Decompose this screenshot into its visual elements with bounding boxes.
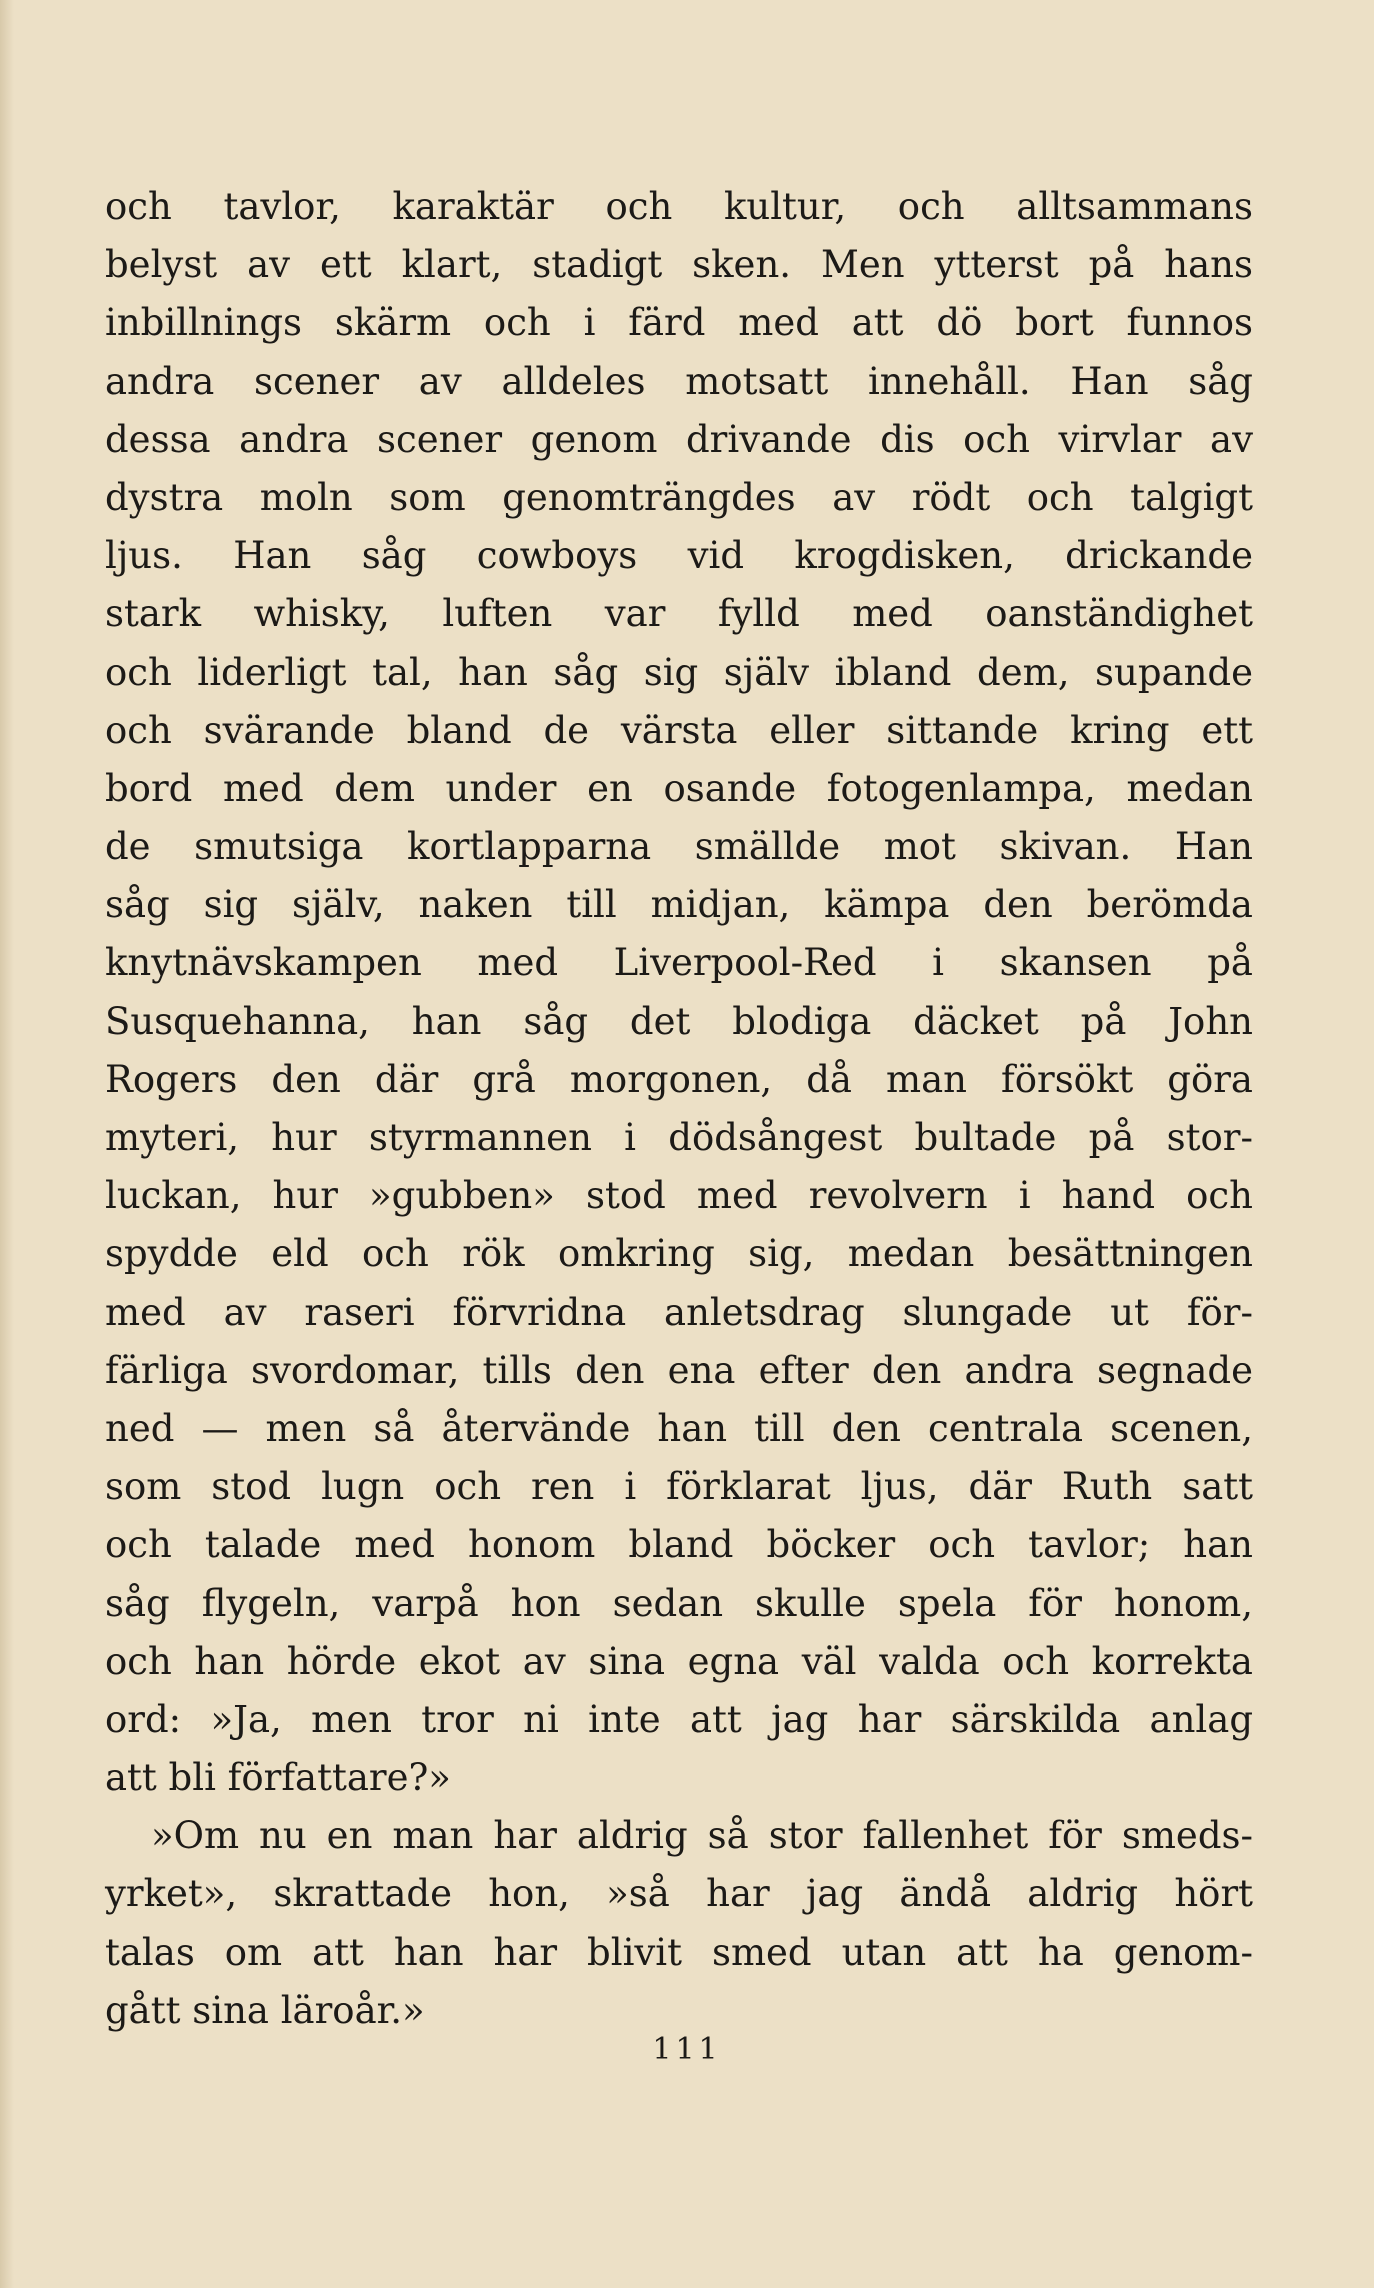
text-line: som stod lugn och ren i förklarat ljus, där Ruth satt — [105, 1465, 1253, 1509]
text-line: Susquehanna, han såg det blodiga däcket på John — [105, 999, 1253, 1043]
text-line: bord med dem under en osande fotogenlampa, medan — [105, 766, 1253, 810]
text-line: myteri, hur styrmannen i dödsångest bultade på stor- — [105, 1116, 1253, 1159]
text-line: och svärande bland de värsta eller sittande kring ett — [105, 708, 1253, 752]
text-line: och tavlor, karaktär och kultur, och alltsammans — [105, 185, 1253, 228]
text-line: såg flygeln, varpå hon sedan skulle spela för honom, — [105, 1581, 1253, 1625]
page-number: 111 — [652, 2032, 722, 2067]
text-line: och han hörde ekot av sina egna väl valda och korrekta — [105, 1639, 1253, 1683]
text-line: och talade med honom bland böcker och tavlor; han — [105, 1523, 1253, 1567]
text-line: färliga svordomar, tills den ena efter den andra segnade — [105, 1348, 1253, 1392]
paragraph-1 — [105, 178, 1253, 1807]
text-line: såg sig själv, naken till midjan, kämpa den berömda — [105, 883, 1253, 927]
text-line: luckan, hur »gubben» stod med revolvern i hand och — [105, 1174, 1253, 1218]
text-line: belyst av ett klart, stadigt sken. Men ytterst på hans — [105, 243, 1253, 287]
text-line: inbillnings skärm och i färd med att dö bort funnos — [105, 301, 1253, 345]
text-line: ned — men så återvände han till den centrala scenen, — [105, 1406, 1253, 1450]
text-line: stark whisky, luften var fylld med oanständighet — [105, 592, 1253, 636]
text-line: talas om att han har blivit smed utan att ha genom- — [105, 1930, 1253, 1974]
page-edge — [0, 0, 14, 2288]
text-line: andra scener av alldeles motsatt innehåll. Han såg — [105, 359, 1253, 403]
text-line: dessa andra scener genom drivande dis och virvlar av — [105, 417, 1253, 461]
text-line: »Om nu en man har aldrig så stor fallenhet för smeds- — [151, 1814, 1253, 1858]
text-line: att bli författare?» — [105, 1756, 451, 1800]
text-line: gått sina läroår.» — [105, 1988, 425, 2032]
text-line: och liderligt tal, han såg sig själv ibland dem, supande — [105, 650, 1253, 694]
paragraph-2 — [105, 1807, 1253, 2040]
text-line: ljus. Han såg cowboys vid krogdisken, drickande — [105, 534, 1253, 578]
text-line: de smutsiga kortlapparna smällde mot skivan. Han — [105, 825, 1253, 869]
body-text — [105, 178, 1253, 2040]
text-line: Rogers den där grå morgonen, då man försökt göra — [105, 1057, 1253, 1101]
text-line: knytnävskampen med Liverpool-Red i skansen på — [105, 941, 1253, 985]
text-line: spydde eld och rök omkring sig, medan besättningen — [105, 1232, 1253, 1276]
text-line: yrket», skrattade hon, »så har jag ändå aldrig hört — [105, 1872, 1253, 1916]
text-line: dystra moln som genomträngdes av rödt och talgigt — [105, 475, 1253, 519]
text-line: med av raseri förvridna anletsdrag slungade ut för- — [105, 1290, 1253, 1334]
text-line: ord: »Ja, men tror ni inte att jag har särskilda anlag — [105, 1697, 1253, 1741]
